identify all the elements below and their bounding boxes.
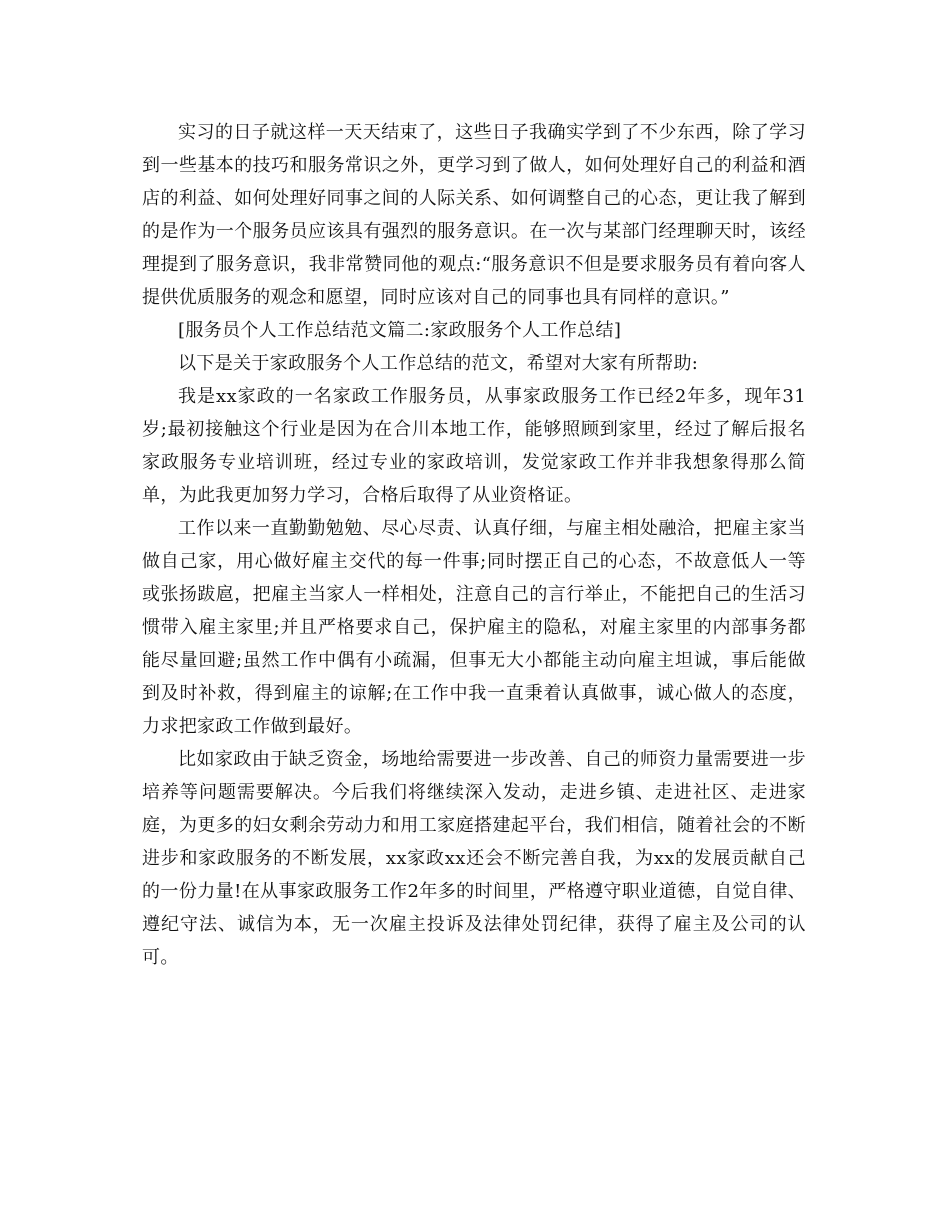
paragraph-internship-summary: 实习的日子就这样一天天结束了，这些日子我确实学到了不少东西，除了学习到一些基本的技巧和服务常识之外，更学习到了做人，如何处理好自己的利益和酒店的利益、如何处理好同事之间的人际关系、如何调整自己的心态，更让我了解到的是作为一个服务员应该具有强烈的服务意识。在一次与某部门经理聊天时，该经理提到了服务意识，我非常赞同他的观点:“服务意识不但是要求服务员有着向客人提供优质服务的观念和愿望，同时应该对自己的同事也具有同样的意识。” <box>142 122 806 308</box>
document-body <box>142 116 806 974</box>
paragraph-outlook: 比如家政由于缺乏资金，场地给需要进一步改善、自己的师资力量需要进一步培养等问题需要解决。今后我们将继续深入发动，走进乡镇、走进社区、走进家庭，为更多的妇女剩余劳动力和用工家庭搭建起平台，我们相信，随着社会的不断进步和家政服务的不断发展，xx家政xx还会不断完善自我，为xx的发展贡献自己的一份力量!在从事家政服务工作2年多的时间里，严格遵守职业道德，自觉自律、遵纪守法、诚信为本，无一次雇主投诉及法律处罚纪律，获得了雇主及公司的认可。 <box>142 749 806 968</box>
paragraph-background: 我是xx家政的一名家政工作服务员，从事家政服务工作已经2年多，现年31岁;最初接触这个行业是因为在合川本地工作，能够照顾到家里，经过了解后报名家政服务专业培训班，经过专业的家政培训，发觉家政工作并非我想象得那么简单，为此我更加努力学习，合格后取得了从业资格证。 <box>142 386 806 506</box>
paragraph-intro: 以下是关于家政服务个人工作总结的范文，希望对大家有所帮助: <box>178 353 699 374</box>
section-heading: [服务员个人工作总结范文篇二:家政服务个人工作总结] <box>178 320 622 341</box>
paragraph-work-attitude: 工作以来一直勤勤勉勉、尽心尽责、认真仔细，与雇主相处融洽，把雇主家当做自己家，用心做好雇主交代的每一件事;同时摆正自己的心态，不故意低人一等或张扬跋扈，把雇主当家人一样相处，注意自己的言行举止，不能把自己的生活习惯带入雇主家里;并且严格要求自己，保护雇主的隐私，对雇主家里的内部事务都能尽量回避;虽然工作中偶有小疏漏，但事无大小都能主动向雇主坦诚，事后能做到及时补救，得到雇主的谅解;在工作中我一直秉着认真做事，诚心做人的态度，力求把家政工作做到最好。 <box>142 518 806 737</box>
